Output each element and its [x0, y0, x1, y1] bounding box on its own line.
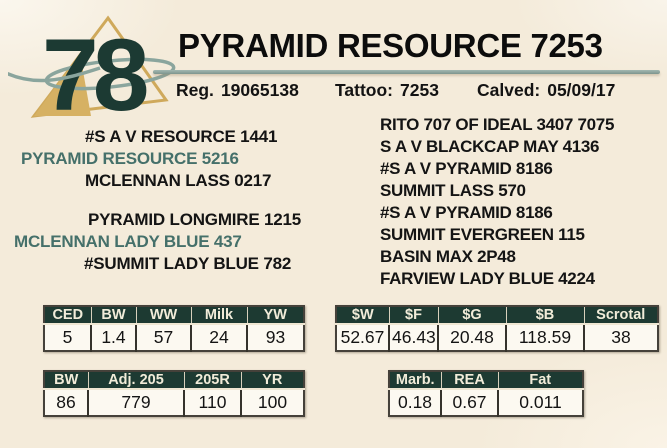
reg-label: Reg. [176, 80, 214, 100]
ancestor-name: RITO 707 OF IDEAL 3407 7075 [380, 115, 615, 134]
tattoo-value: 7253 [400, 80, 439, 100]
epd-col-header: YW [247, 306, 304, 324]
sire-sire-name: #S A V RESOURCE 1441 [85, 127, 278, 146]
epd-header-row [44, 306, 304, 324]
epd-value: 24 [191, 324, 247, 351]
carcass-col-header: REA [441, 371, 498, 389]
dollar-value: 118.59 [506, 324, 584, 351]
reg-value: 19065138 [220, 80, 299, 100]
header-divider [153, 70, 660, 74]
carcass-col-header: Marb. [389, 371, 441, 389]
dollar-value: 52.67 [336, 324, 389, 351]
dollar-col-header: $G [438, 306, 506, 324]
animal-name-title: PYRAMID RESOURCE 7253 [178, 27, 603, 64]
epd-table [43, 305, 305, 352]
epd-value: 57 [136, 324, 191, 351]
dollar-value: 46.43 [389, 324, 438, 351]
epd-value: 5 [44, 324, 91, 351]
dam-sire-name: PYRAMID LONGMIRE 1215 [88, 210, 302, 229]
dollar-col-header: Scrotal [584, 306, 658, 324]
performance-value: 779 [88, 389, 184, 416]
ancestor-name: FARVIEW LADY BLUE 4224 [380, 269, 595, 288]
epd-value: 93 [247, 324, 304, 351]
dollar-col-header: $B [506, 306, 584, 324]
calved-label: Calved: [477, 80, 541, 100]
sire-name: PYRAMID RESOURCE 5216 [21, 149, 239, 168]
dollar-col-header: $W [336, 306, 389, 324]
ancestor-name: SUMMIT EVERGREEN 115 [380, 225, 585, 244]
performance-col-header: BW [44, 371, 88, 389]
epd-col-header: BW [91, 306, 136, 324]
dollar-header-row [336, 306, 658, 324]
carcass-header-row [389, 371, 583, 389]
registration-number [176, 80, 299, 101]
carcass-value: 0.67 [441, 389, 498, 416]
performance-table [43, 370, 305, 417]
dollar-values-table [335, 305, 659, 352]
dollar-value-row [336, 324, 658, 351]
dollar-col-header: $F [389, 306, 438, 324]
performance-value: 86 [44, 389, 88, 416]
sire-dam-name: MCLENNAN LASS 0217 [85, 171, 272, 190]
performance-value: 100 [241, 389, 304, 416]
calved-date [477, 80, 615, 101]
ancestor-name: S A V BLACKCAP MAY 4136 [380, 137, 600, 156]
lot-number: 78 [42, 18, 144, 127]
performance-header-row [44, 371, 304, 389]
performance-col-header: 205R [184, 371, 241, 389]
carcass-value: 0.18 [389, 389, 441, 416]
dam-dam-name: #SUMMIT LADY BLUE 782 [84, 254, 292, 273]
calved-value: 05/09/17 [547, 80, 616, 100]
performance-col-header: Adj. 205 [88, 371, 184, 389]
epd-value-row [44, 324, 304, 351]
ancestor-name: BASIN MAX 2P48 [380, 247, 516, 266]
carcass-value-row [389, 389, 583, 416]
performance-col-header: YR [241, 371, 304, 389]
epd-col-header: WW [136, 306, 191, 324]
tattoo-label: Tattoo: [335, 80, 393, 100]
carcass-value: 0.011 [498, 389, 583, 416]
carcass-col-header: Fat [498, 371, 583, 389]
epd-col-header: Milk [191, 306, 247, 324]
epd-value: 1.4 [91, 324, 136, 351]
dollar-value: 20.48 [438, 324, 506, 351]
dam-name: MCLENNAN LADY BLUE 437 [14, 232, 242, 251]
dollar-value: 38 [584, 324, 658, 351]
ancestor-name: #S A V PYRAMID 8186 [380, 203, 553, 222]
epd-col-header: CED [44, 306, 91, 324]
carcass-table [388, 370, 584, 417]
ancestor-list [380, 114, 614, 290]
tattoo [335, 80, 439, 101]
ancestor-name: SUMMIT LASS 570 [380, 181, 526, 200]
ancestor-name: #S A V PYRAMID 8186 [380, 159, 553, 178]
performance-value: 110 [184, 389, 241, 416]
performance-value-row [44, 389, 304, 416]
